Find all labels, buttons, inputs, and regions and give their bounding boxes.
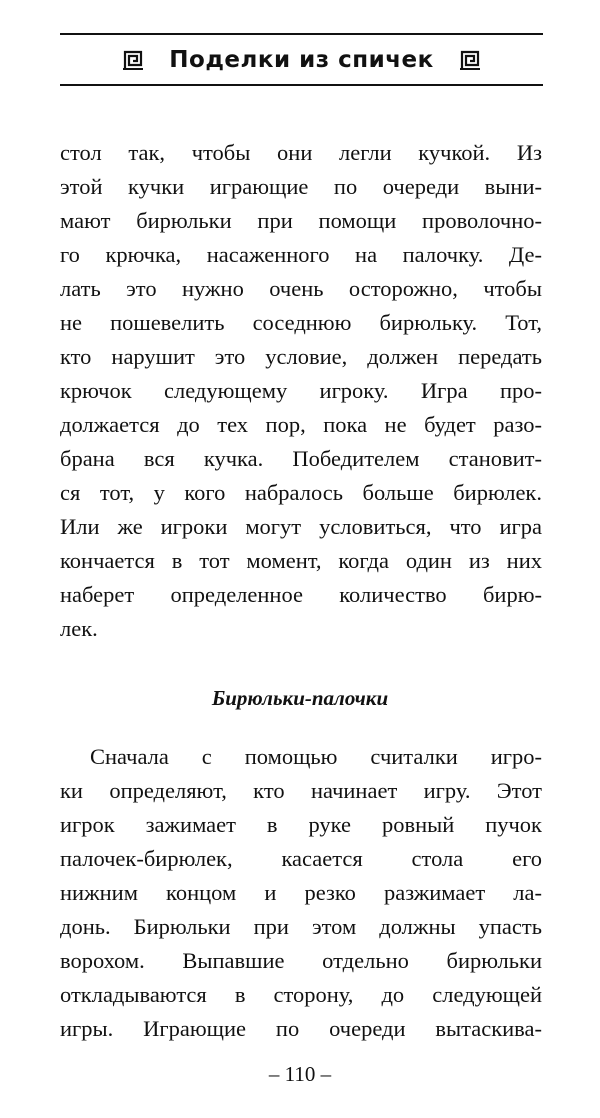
text-line: Сначала с помощью считалки игро- <box>90 744 542 769</box>
header-rule-top <box>60 33 543 35</box>
running-header <box>60 40 543 80</box>
text-line: этой кучки играющие по очереди выни- <box>60 174 542 199</box>
text-line: игры. Играющие по очереди вытаскива- <box>60 1016 542 1041</box>
text-line: брана вся кучка. Победителем становит- <box>60 446 542 471</box>
text-line: го крючка, насаженного на палочку. Де- <box>60 242 542 267</box>
text-line: ся тот, у кого набралось больше бирюлек. <box>60 480 542 505</box>
text-line: не пошевелить соседнюю бирюльку. Тот, <box>60 310 542 335</box>
page-number: – 110 – <box>268 1062 332 1086</box>
text-line: откладываются в сторону, до следующей <box>60 982 542 1007</box>
text-line: лек. <box>60 616 98 641</box>
header-rule-bottom <box>60 84 543 86</box>
paragraph-2 <box>60 740 542 1046</box>
greek-key-icon <box>123 50 143 70</box>
paragraph-1 <box>60 136 542 646</box>
text-line: наберет определенное количество бирю- <box>60 582 542 607</box>
text-line: ворохом. Выпавшие отдельно бирюльки <box>60 948 542 973</box>
text-line: игрок зажимает в руке ровный пучок <box>60 812 542 837</box>
text-line: мают бирюльки при помощи проволочно- <box>60 208 542 233</box>
text-line: Или же игроки могут условиться, что игра <box>60 514 542 539</box>
running-header-title: Поделки из спичек <box>169 47 434 73</box>
text-line: ки определяют, кто начинает игру. Этот <box>60 778 542 803</box>
text-line: донь. Бирюльки при этом должны упасть <box>60 914 542 939</box>
section-heading: Бирюльки-палочки <box>211 686 389 710</box>
text-line: лать это нужно очень осторожно, чтобы <box>60 276 542 301</box>
text-line: стол так, чтобы они легли кучкой. Из <box>60 140 542 165</box>
text-line: должается до тех пор, пока не будет разо- <box>60 412 542 437</box>
text-line: крючок следующему игроку. Игра про- <box>60 378 542 403</box>
text-line: кончается в тот момент, когда один из них <box>60 548 542 573</box>
greek-key-icon <box>460 50 480 70</box>
text-line: нижним концом и резко разжимает ла- <box>60 880 542 905</box>
text-line: палочек-бирюлек, касается стола его <box>60 846 542 871</box>
text-line: кто нарушит это условие, должен передать <box>60 344 542 369</box>
